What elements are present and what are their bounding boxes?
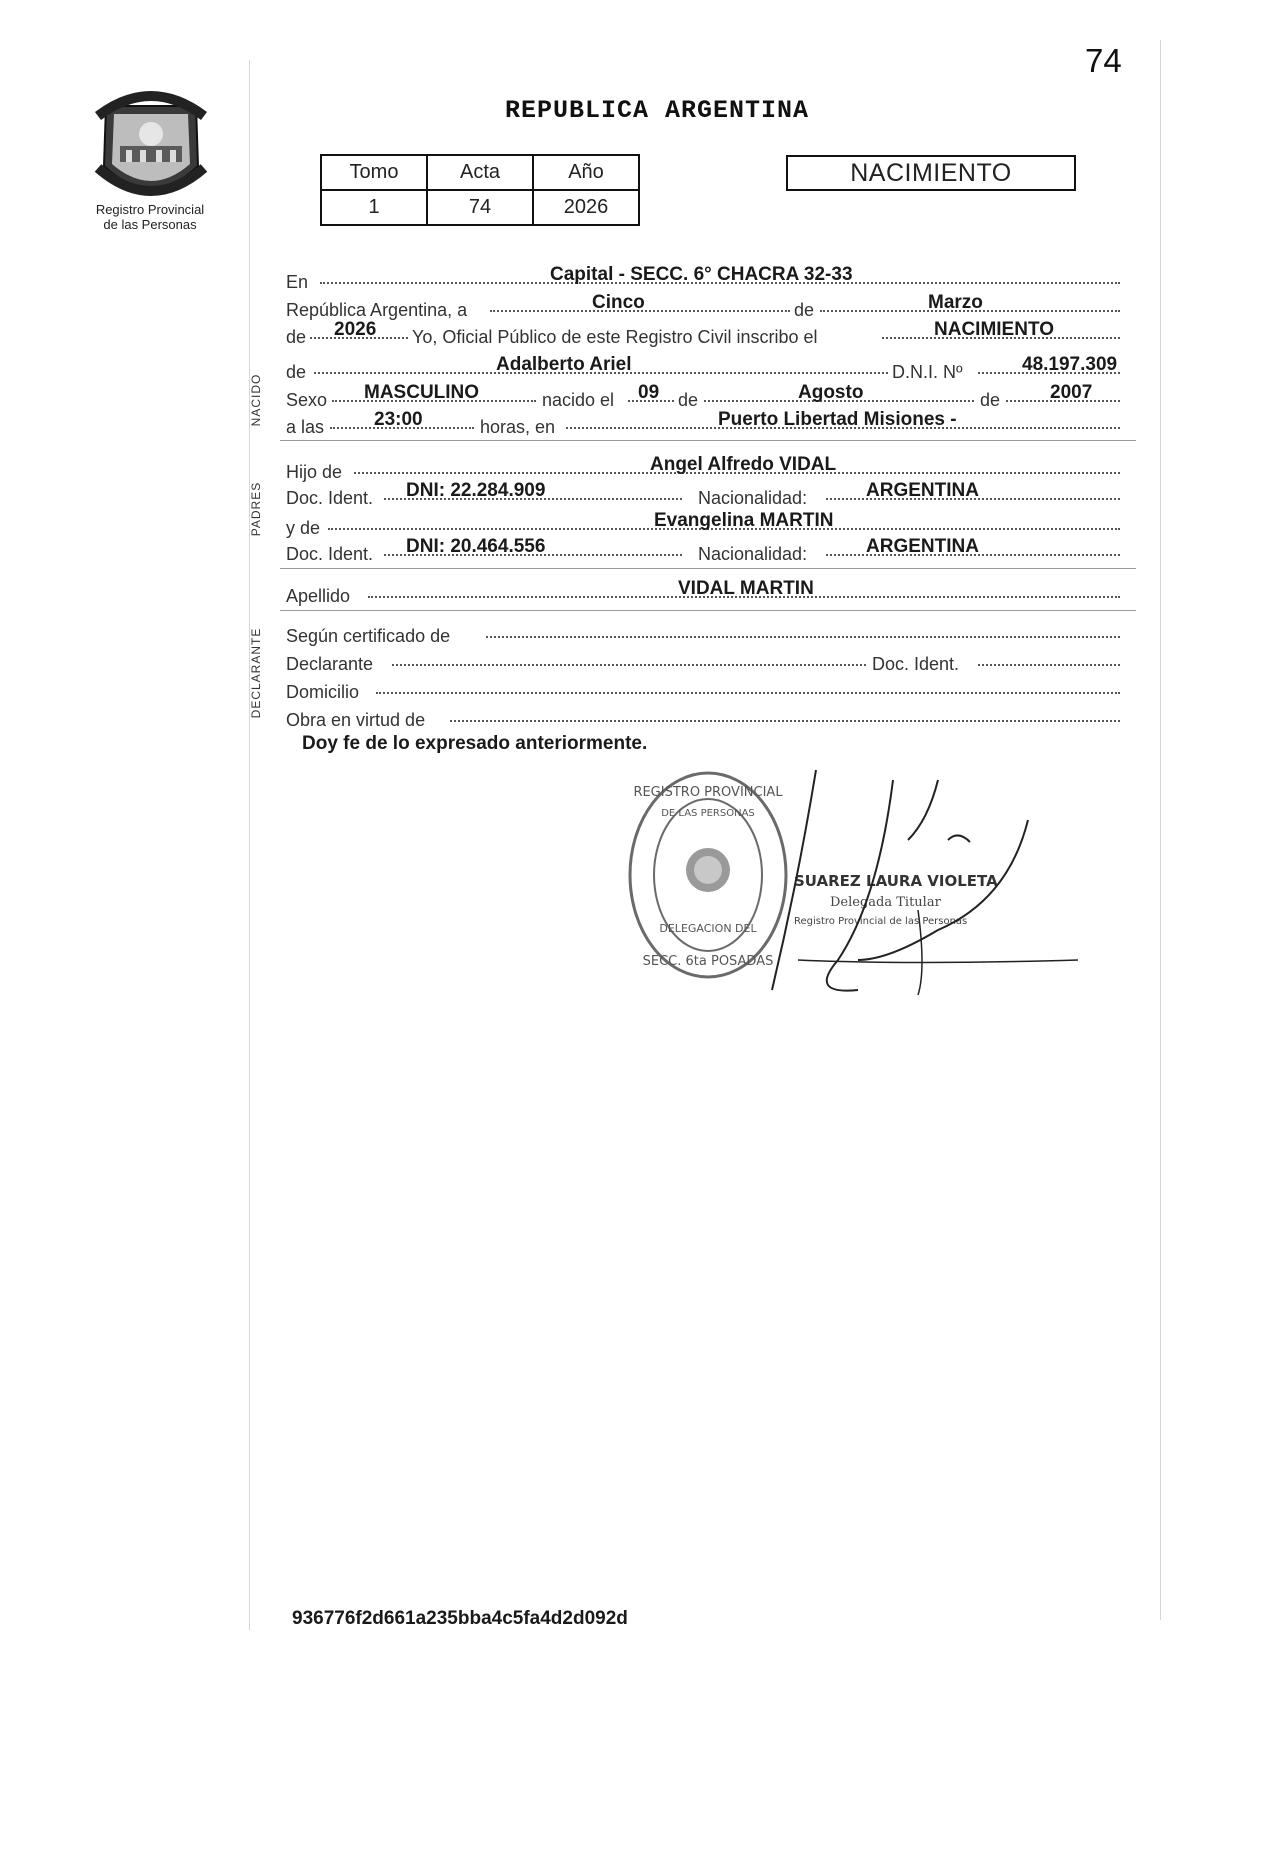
separator-padres xyxy=(280,568,1136,569)
row-sexo-fecha-nacimiento: Sexo MASCULINO nacido el 09 de Agosto de 2007 xyxy=(286,386,1126,412)
row-apellido: Apellido VIDAL MARTIN xyxy=(286,582,1126,608)
row-padre: Hijo de Angel Alfredo VIDAL xyxy=(286,458,1126,484)
table-value-tomo: 1 xyxy=(321,190,427,225)
value-sexo: MASCULINO xyxy=(364,382,480,403)
row-obra-en-virtud: Obra en virtud de xyxy=(286,706,1126,732)
value-dni: 48.197.309 xyxy=(1022,354,1118,375)
svg-text:Delegada Titular: Delegada Titular xyxy=(830,895,941,910)
separator-nacido xyxy=(280,440,1136,441)
table-header-tomo: Tomo xyxy=(321,155,427,190)
value-dia-inscripcion: Cinco xyxy=(592,292,645,313)
svg-text:SECC. 6ta POSADAS: SECC. 6ta POSADAS xyxy=(642,954,774,969)
logo-caption: Registro Provincial de las Personas xyxy=(95,202,205,232)
row-declarante: Declarante Doc. Ident. xyxy=(286,650,1126,676)
left-margin-line xyxy=(249,60,250,1630)
value-padre-nacionalidad: ARGENTINA xyxy=(866,480,979,501)
row-padre-doc: Doc. Ident. DNI: 22.284.909 Nacionalidad: ARGENTINA xyxy=(286,484,1126,510)
value-dia-nacimiento: 09 xyxy=(638,382,660,403)
value-madre: Evangelina MARTIN xyxy=(654,510,834,531)
table-value-acta: 74 xyxy=(427,190,533,225)
value-lugar-nacimiento: Puerto Libertad Misiones - xyxy=(718,409,957,430)
row-fecha-inscripcion: República Argentina, a Cinco de Marzo xyxy=(286,296,1126,322)
document-hash: 936776f2d661a235bba4c5fa4d2d092d xyxy=(292,1608,628,1629)
svg-text:Registro Provincial de las Per: Registro Provincial de las Personas xyxy=(794,916,968,927)
page-number: 74 xyxy=(1085,42,1122,79)
country-title: REPUBLICA ARGENTINA xyxy=(505,96,810,125)
value-lugar: Capital - SECC. 6° CHACRA 32-33 xyxy=(550,264,853,285)
value-madre-doc: DNI: 20.464.556 xyxy=(406,536,546,557)
value-madre-nacionalidad: ARGENTINA xyxy=(866,536,979,557)
value-anio-inscripcion: 2026 xyxy=(334,319,377,340)
row-hora-lugar-nacimiento: a las 23:00 horas, en Puerto Libertad Misiones - xyxy=(286,413,1126,439)
value-padre: Angel Alfredo VIDAL xyxy=(650,454,837,475)
section-label-declarante: DECLARANTE xyxy=(249,627,263,719)
registry-table xyxy=(320,154,640,226)
value-apellido: VIDAL MARTIN xyxy=(678,578,814,599)
svg-text:SUAREZ LAURA VIOLETA: SUAREZ LAURA VIOLETA xyxy=(794,872,998,890)
row-anio-inscripcion: de 2026 Yo, Oficial Público de este Registro Civil inscribo el NACIMIENTO xyxy=(286,323,1126,349)
row-nombre: de Adalberto Ariel D.N.I. Nº 48.197.309 xyxy=(286,358,1126,384)
document-type-box: NACIMIENTO xyxy=(786,155,1076,191)
table-header-anio: Año xyxy=(533,155,639,190)
section-label-padres: PADRES xyxy=(249,481,263,537)
svg-text:DELEGACION DEL: DELEGACION DEL xyxy=(659,922,757,935)
section-label-nacido: NACIDO xyxy=(249,373,263,427)
provincial-seal-logo xyxy=(86,86,216,206)
separator-apellido xyxy=(280,610,1136,611)
row-lugar: En Capital - SECC. 6° CHACRA 32-33 xyxy=(286,268,1126,294)
value-padre-doc: DNI: 22.284.909 xyxy=(406,480,546,501)
closing-statement: Doy fe de lo expresado anteriormente. xyxy=(302,733,648,754)
value-tipo-inscripcion: NACIMIENTO xyxy=(934,319,1054,340)
row-segun-certificado: Según certificado de xyxy=(286,622,1126,648)
row-madre: y de Evangelina MARTIN xyxy=(286,514,1126,540)
table-header-acta: Acta xyxy=(427,155,533,190)
table-value-anio: 2026 xyxy=(533,190,639,225)
svg-text:DE LAS PERSONAS: DE LAS PERSONAS xyxy=(661,808,755,819)
official-stamp-signature xyxy=(608,760,1188,1000)
row-domicilio: Domicilio xyxy=(286,678,1126,704)
svg-text:REGISTRO PROVINCIAL: REGISTRO PROVINCIAL xyxy=(633,785,783,800)
value-anio-nacimiento: 2007 xyxy=(1050,382,1093,403)
row-madre-doc: Doc. Ident. DNI: 20.464.556 Nacionalidad: ARGENTINA xyxy=(286,540,1126,566)
value-hora: 23:00 xyxy=(374,409,423,430)
value-mes-inscripcion: Marzo xyxy=(928,292,983,313)
value-mes-nacimiento: Agosto xyxy=(798,382,864,403)
value-nombre: Adalberto Ariel xyxy=(496,354,632,375)
